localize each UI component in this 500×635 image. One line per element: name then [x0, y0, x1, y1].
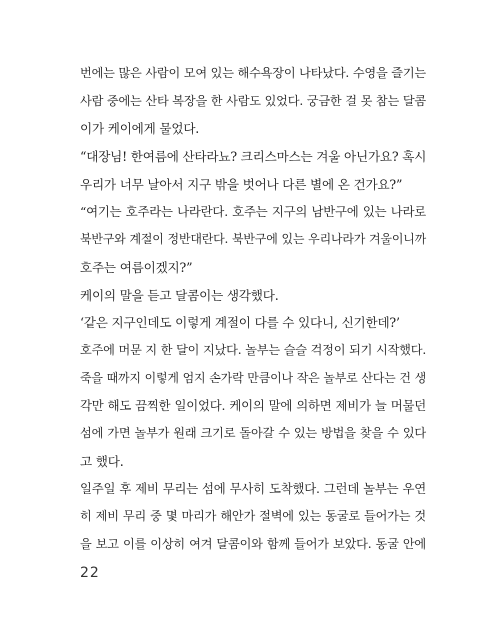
text-line: 사람 중에는 산타 복장을 한 사람도 있었다. 궁금한 걸 못 참는 달콤	[80, 93, 426, 108]
text-line: 번에는 많은 사람이 모여 있는 해수욕장이 나타났다. 수영을 즐기는	[80, 66, 426, 80]
text-line: 일주일 후 제비 무리는 섬에 무사히 도착했다. 그런데 놀부는 우연	[80, 481, 426, 497]
text-line: 각만 해도 끔찍한 일이었다. 케이의 말에 의하면 제비가 늘 머물던	[80, 398, 426, 414]
body-text	[80, 60, 426, 558]
text-line: 북반구와 계절이 정반대란다. 북반구에 있는 우리나라가 겨울이니까	[80, 232, 426, 247]
text-line: 호주는 여름이겠지?”	[80, 259, 193, 275]
text-line: “대장님! 한여름에 산타라뇨? 크리스마스는 겨울 아닌가요? 혹시	[80, 149, 427, 165]
page-number: 22	[80, 565, 100, 581]
text-line: 히 제비 무리 중 몇 마리가 해안가 절벽에 있는 동굴로 들어가는 것	[80, 509, 426, 523]
text-line: 이가 케이에게 물었다.	[80, 121, 200, 137]
text-line: 고 했다.	[80, 453, 124, 469]
text-line: ‘같은 지구인데도 이렇게 계절이 다를 수 있다니, 신기한데?’	[80, 315, 400, 331]
text-line: 케이의 말을 듣고 달콤이는 생각했다.	[80, 287, 279, 303]
text-line: 을 보고 이를 이상히 여겨 달콤이와 함께 들어가 보았다. 동굴 안에	[80, 536, 426, 551]
text-line: 호주에 머문 지 한 달이 지났다. 놀부는 슬슬 걱정이 되기 시작했다.	[80, 342, 426, 357]
text-line: 섬에 가면 놀부가 원래 크기로 돌아갈 수 있는 방법을 찾을 수 있다	[80, 425, 426, 440]
text-line: “여기는 호주라는 나라란다. 호주는 지구의 남반구에 있는 나라로	[80, 204, 426, 220]
text-line: 우리가 너무 날아서 지구 밖을 벗어나 다른 별에 온 건가요?”	[80, 176, 403, 192]
text-line: 죽을 때까지 이렇게 엄지 손가락 만큼이나 작은 놀부로 산다는 건 생	[80, 370, 426, 385]
